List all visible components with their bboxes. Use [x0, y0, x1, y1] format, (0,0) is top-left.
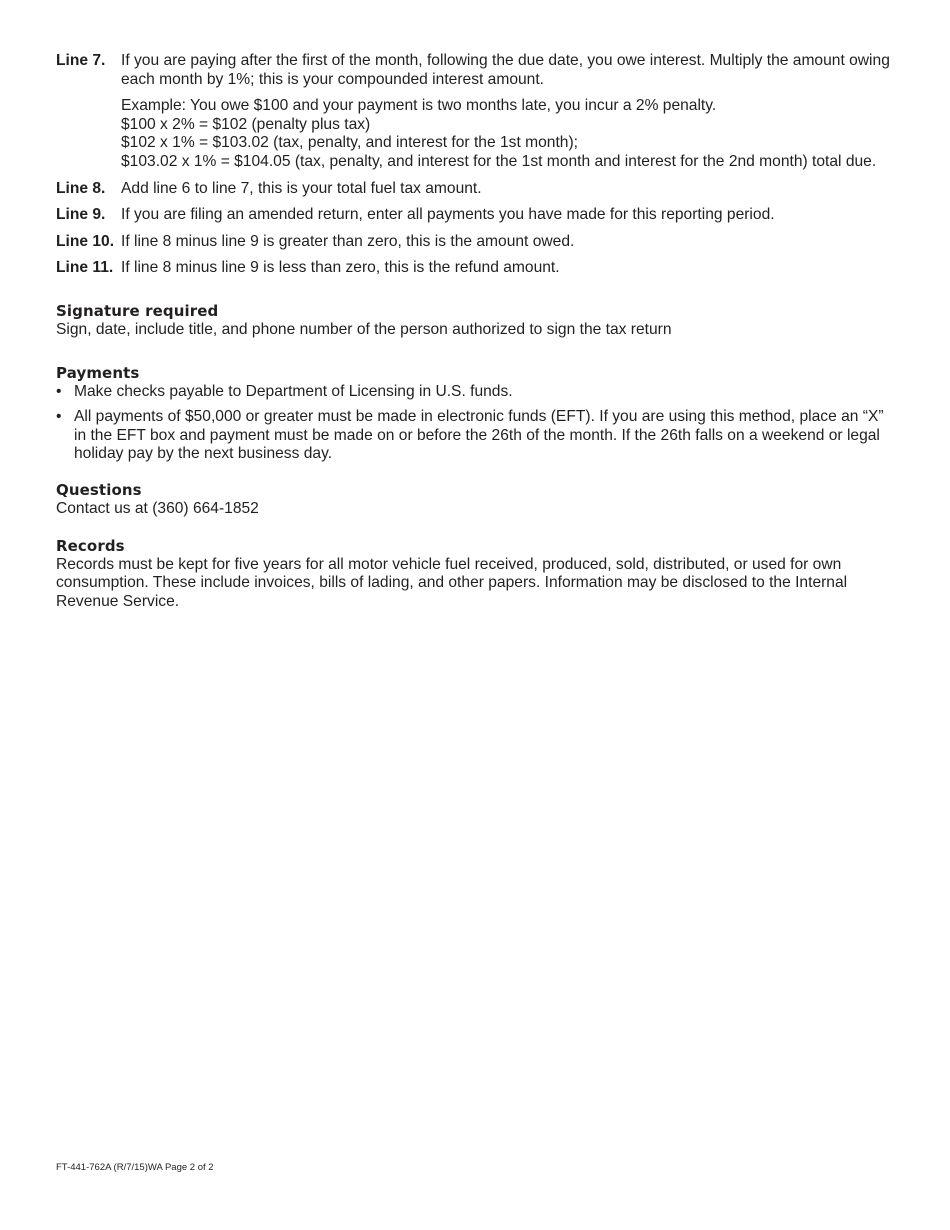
list-item: [56, 408, 894, 464]
list-item: [56, 383, 894, 402]
interest-example: [121, 97, 894, 171]
bullet-icon: •: [56, 382, 62, 400]
payment-item-text: Make checks payable to Department of Licensing in U.S. funds.: [74, 382, 513, 400]
bullet-icon: •: [56, 408, 62, 426]
line-8-label: Line 8.: [56, 179, 106, 197]
line-11-label: Line 11.: [56, 259, 114, 277]
line-10-label: Line 10.: [56, 232, 115, 250]
line-11-text: If line 8 minus line 9 is less than zero, this is the refund amount.: [121, 259, 560, 277]
line-8-item: [56, 180, 894, 199]
signature-text: Sign, date, include title, and phone number of the person authorized to sign the tax return: [56, 320, 672, 338]
line-7-text: If you are paying after the first of the month, following the due date, you owe interest. Multiply the amount owing each month by 1%; this is your compounded interest amount.: [121, 52, 890, 88]
line-8-text: Add line 6 to line 7, this is your total fuel tax amount.: [121, 179, 482, 197]
line-11-item: [56, 259, 894, 278]
questions-heading: Questions: [56, 480, 142, 499]
questions-section: [56, 481, 894, 519]
line-9-text: If you are filing an amended return, enter all payments you have made for this reporting period.: [121, 206, 775, 224]
signature-section: [56, 302, 894, 340]
example-line: $100 x 2% = $102 (penalty plus tax): [121, 115, 371, 133]
line-10-text: If line 8 minus line 9 is greater than zero, this is the amount owed.: [121, 232, 575, 250]
payments-list: [56, 383, 894, 464]
line-9-item: [56, 206, 894, 225]
records-text: Records must be kept for five years for all motor vehicle fuel received, produced, sold, distributed, or used for own consumption. These include invoices, bills of lading, and other papers. Information may be disclosed to the Internal Revenue Service.: [56, 555, 848, 610]
example-line: Example: You owe $100 and your payment is two months late, you incur a 2% penalty.: [121, 97, 717, 115]
form-footer: FT-441-762A (R/7/15)WA Page 2 of 2: [56, 1162, 214, 1173]
records-heading: Records: [56, 536, 125, 555]
records-section: [56, 537, 894, 612]
payments-section: [56, 364, 894, 464]
line-7-body: [121, 52, 894, 172]
line-7-item: [56, 52, 894, 172]
instructions-page: [56, 52, 894, 611]
payments-heading: Payments: [56, 363, 140, 382]
line-7-label: Line 7.: [56, 52, 106, 69]
line-10-item: [56, 233, 894, 252]
line-9-label: Line 9.: [56, 206, 106, 224]
questions-contact: Contact us at (360) 664-1852: [56, 499, 259, 517]
example-line: $103.02 x 1% = $104.05 (tax, penalty, and interest for the 1st month and interest for the 2nd month) total due.: [121, 152, 877, 170]
example-line: $102 x 1% = $103.02 (tax, penalty, and interest for the 1st month);: [121, 134, 578, 152]
payment-item-text: All payments of $50,000 or greater must be made in electronic funds (EFT). If you are using this method, place an “X” in the EFT box and payment must be made on or before the 26th of the month. If the 26th falls on a weekend or legal holiday pay by the next business day.: [74, 408, 884, 463]
signature-heading: Signature required: [56, 301, 219, 320]
